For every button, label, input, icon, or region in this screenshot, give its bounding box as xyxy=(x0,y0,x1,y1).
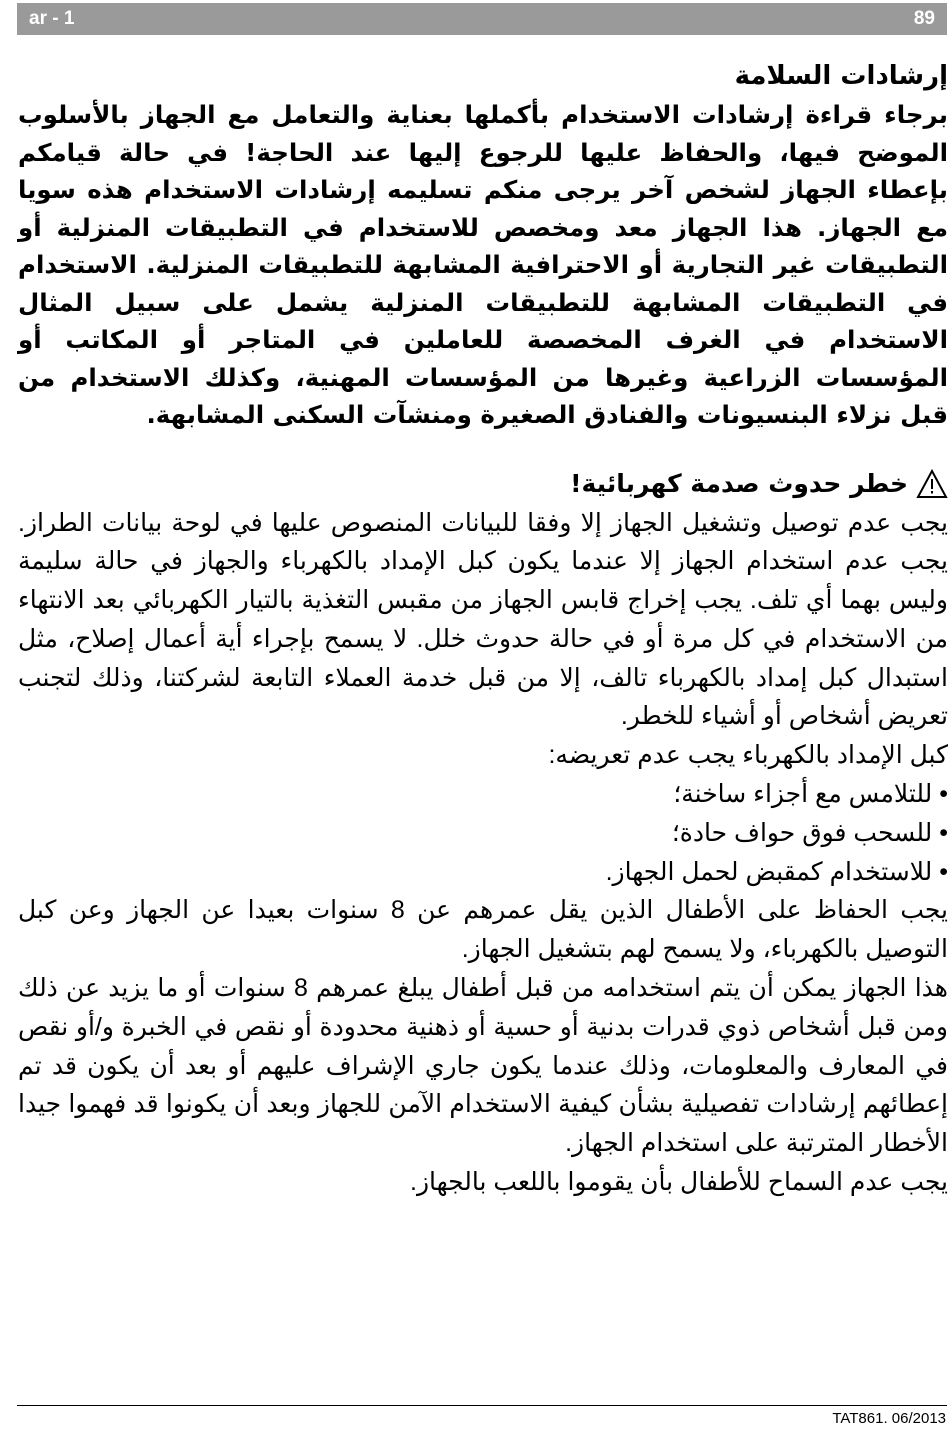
list-item: • للاستخدام كمقبض لحمل الجهاز. xyxy=(18,853,948,892)
intro-paragraph: برجاء قراءة إرشادات الاستخدام بأكملها بعناية والتعامل مع الجهاز بالأسلوب الموضح فيها، والحفاظ عليها للرجوع إليها عند الحاجة! في حالة قيامكم بإعطاء الجهاز لشخص آخر يرجى منكم تسليمه إرشادات الاستخدام هذه سويا مع الجهاز. هذا الجهاز معد ومخصص للاستخدام في التطبيقات المنزلية أو التطبيقات غير التجارية أو الاحترافية المشابهة للتطبيقات المنزلية. الاستخدام في التطبيقات المشابهة للتطبيقات المنزلية يشمل على سبيل المثال الاستخدام في الغرف المخصصة للعاملين في المتاجر أو المكاتب أو المؤسسات الزراعية وغيرها من المؤسسات المهنية، وكذلك الاستخدام من قبل نزلاء البنسيونات والفنادق الصغيرة ومنشآت السكنى المشابهة. xyxy=(18,100,948,429)
list-item: • للتلامس مع أجزاء ساخنة؛ xyxy=(18,775,948,814)
warning-triangle-icon xyxy=(916,469,948,499)
page-header-bar xyxy=(17,3,947,35)
page-title: إرشادات السلامة xyxy=(734,61,948,91)
page-content xyxy=(18,56,948,1202)
footer-divider xyxy=(17,1405,947,1406)
warning-paragraph-1: يجب عدم توصيل وتشغيل الجهاز إلا وفقا للبيانات المنصوص عليها في لوحة بيانات الطراز. يجب عدم استخدام الجهاز إلا عندما يكون كبل الإمداد بالكهرباء والجهاز في حالة سليمة وليس بهما أي تلف. يجب إخراج قابس الجهاز من مقبس التغذية بالتيار الكهربائي بعد الانتهاء من الاستخدام في كل مرة أو في حالة حدوث خلل. لا يسمح بإجراء أية أعمال إصلاح، مثل استبدال كبل إمداد بالكهرباء تالف، إلا من قبل خدمة العملاء التابعة لشركتنا، وذلك لتجنب تعريض أشخاص أو أشياء للخطر. xyxy=(18,508,948,731)
warning-paragraph-3: هذا الجهاز يمكن أن يتم استخدامه من قبل أطفال يبلغ عمرهم 8 سنوات أو ما يزيد عن ذلك ومن قبل أشخاص ذوي قدرات بدنية أو حسية أو ذهنية محدودة أو نقص في الخبرة و/أو نقص في المعارف والمعلومات، وذلك عندما يكون جاري الإشراف عليهم أو بعد أن يكون قد تم إعطائهم إرشادات تفصيلية بشأن كيفية الاستخدام الآمن للجهاز وبعد أن يكونوا قد فهموا جيدا الأخطار المترتبة على استخدام الجهاز. xyxy=(18,974,948,1158)
warning-paragraph-2: يجب الحفاظ على الأطفال الذين يقل عمرهم عن 8 سنوات بعيدا عن الجهاز وعن كبل التوصيل بالكهرباء، ولا يسمح لهم بتشغيل الجهاز. xyxy=(18,896,948,964)
footer-doc-code: TAT861. 06/2013 xyxy=(832,1410,946,1427)
warning-heading xyxy=(18,464,948,504)
cable-bullet-list xyxy=(18,775,948,891)
warning-title: خطر حدوث صدمة كهربائية! xyxy=(570,468,908,498)
page-number: 89 xyxy=(913,8,935,29)
warning-paragraph-4: يجب عدم السماح للأطفال بأن يقوموا باللعب بالجهاز. xyxy=(410,1168,948,1197)
list-item: • للسحب فوق حواف حادة؛ xyxy=(18,814,948,853)
section-label: ar - 1 xyxy=(29,8,75,29)
cable-list-intro: كبل الإمداد بالكهرباء يجب عدم تعريضه: xyxy=(548,741,948,770)
